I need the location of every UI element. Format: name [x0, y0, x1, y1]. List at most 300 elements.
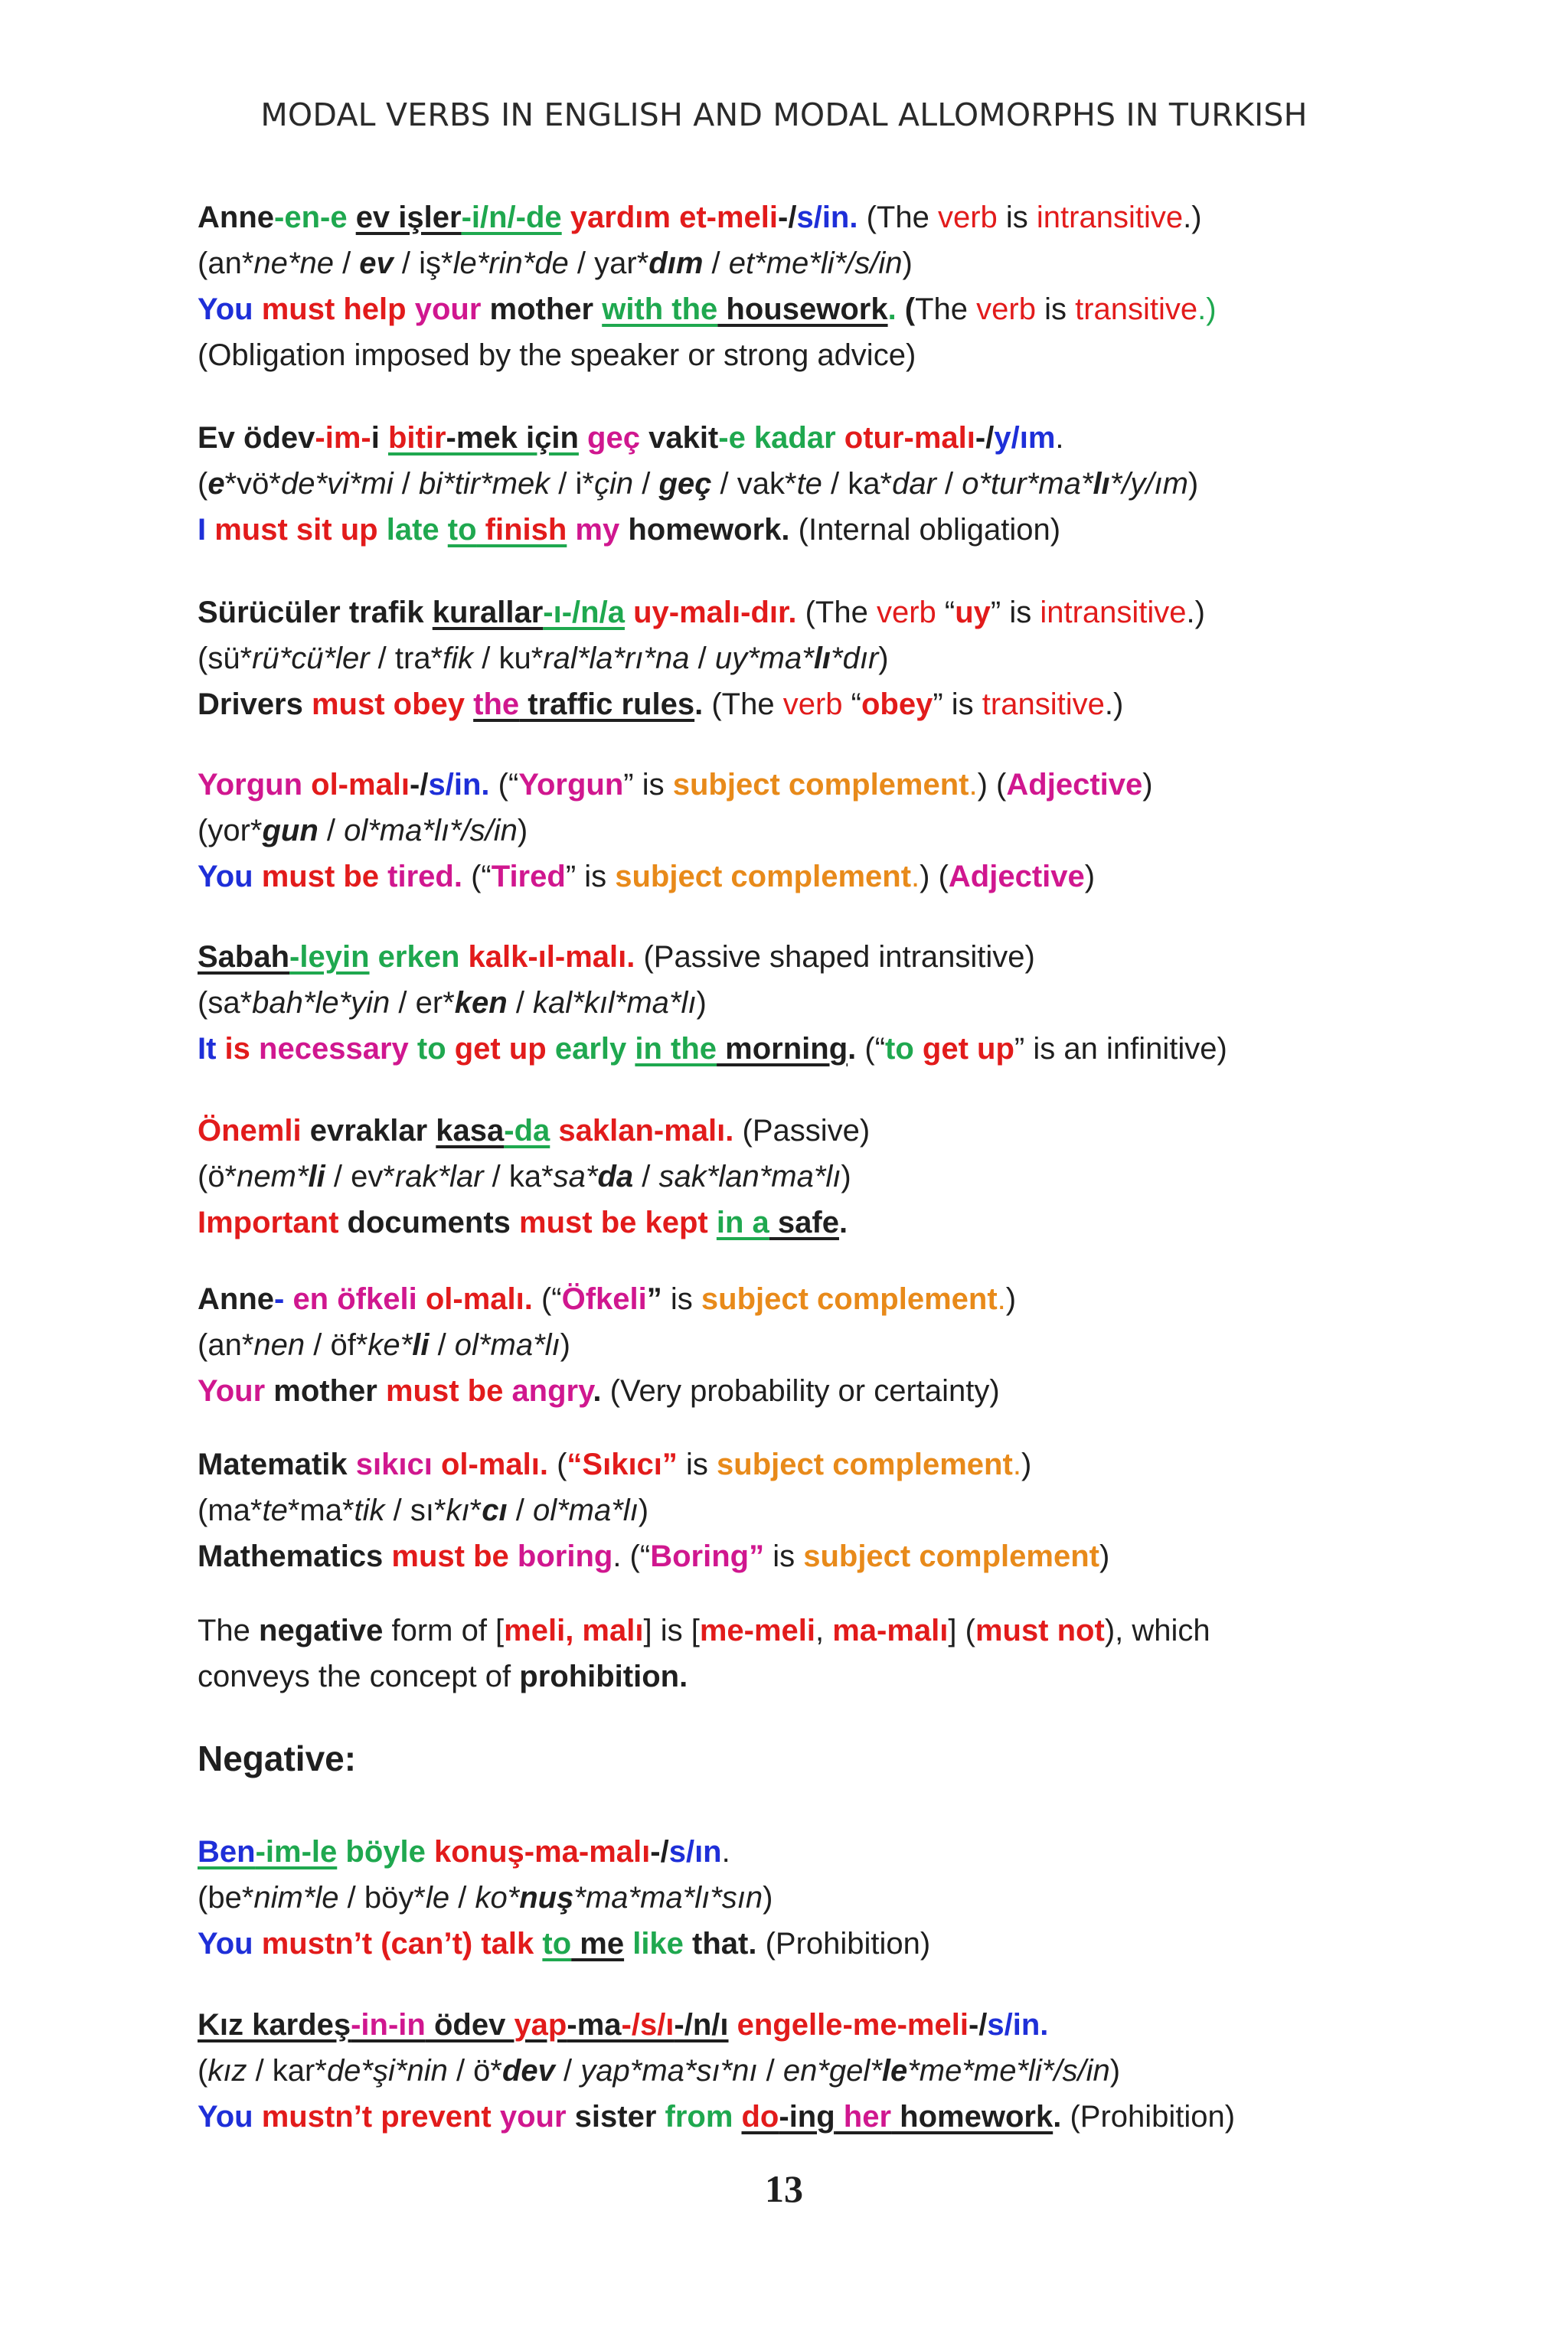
- text-segment: my: [567, 513, 629, 547]
- text-segment: early: [546, 1032, 635, 1066]
- text-segment: -en-e: [274, 201, 356, 234]
- text-line: [198, 808, 1530, 854]
- text-segment: y/ım: [994, 421, 1056, 455]
- text-segment: in the: [635, 1032, 717, 1066]
- text-segment: (Passive): [733, 1114, 871, 1148]
- text-segment: Anne: [198, 201, 274, 234]
- text-segment: ma-malı: [832, 1614, 949, 1647]
- text-segment: konuş-ma-malı: [433, 1835, 651, 1869]
- text-segment: geç: [658, 467, 712, 501]
- text-segment: ” is: [990, 596, 1040, 629]
- text-segment: ko*: [475, 1881, 520, 1915]
- text-segment: (: [904, 292, 916, 326]
- text-segment: / kar*: [247, 2054, 327, 2088]
- text-segment: / tra*: [369, 642, 443, 675]
- text-segment: do: [741, 2100, 779, 2134]
- text-segment: Ben: [198, 1835, 256, 1869]
- text-segment: /: [318, 814, 345, 847]
- text-line: [198, 1322, 1530, 1368]
- text-segment: /: [633, 1160, 659, 1193]
- text-segment: You: [198, 2100, 253, 2134]
- text-segment: -in-in: [351, 2008, 426, 2042]
- text-segment: .: [911, 860, 920, 893]
- text-segment: finish: [476, 513, 567, 547]
- text-segment: -ing: [779, 2100, 835, 2134]
- text-segment: uy-malı-dır.: [624, 596, 797, 629]
- text-segment: -im-: [315, 421, 371, 455]
- text-segment: mustn’t prevent: [253, 2100, 500, 2134]
- text-line: [198, 934, 1530, 980]
- text-segment: ) (: [920, 860, 949, 893]
- text-segment: You: [198, 292, 253, 326]
- text-segment: .: [887, 292, 905, 326]
- text-segment: .: [721, 1835, 730, 1869]
- text-segment: ” is an infinitive): [1014, 1032, 1227, 1066]
- text-segment: (Prohibition): [1061, 2100, 1236, 2134]
- text-segment: ): [902, 247, 913, 280]
- text-segment: is: [662, 1282, 701, 1316]
- text-segment: *ma*ma*lı*sın: [573, 1881, 763, 1915]
- text-segment: ”: [646, 1282, 662, 1316]
- text-segment: yap: [514, 2008, 567, 2042]
- text-segment: ol*ma*lı: [532, 1494, 639, 1527]
- text-segment: de*vi*mi: [280, 467, 394, 501]
- text-segment: meli, malı: [504, 1614, 644, 1647]
- text-segment: engelle-me-meli: [728, 2008, 969, 2042]
- text-segment: safe: [769, 1206, 839, 1239]
- text-segment: /: [689, 642, 715, 675]
- text-segment: erken: [369, 940, 469, 974]
- text-segment: .: [1053, 2100, 1062, 2134]
- text-segment: -/: [968, 2008, 988, 2042]
- text-segment: cı: [482, 1494, 508, 1527]
- text-segment: is: [1035, 292, 1076, 326]
- text-line: [198, 854, 1530, 900]
- text-segment: / ö*: [447, 2054, 502, 2088]
- text-segment: Önemli: [198, 1114, 302, 1148]
- text-segment: sa*: [553, 1160, 598, 1193]
- text-segment: (an*: [198, 247, 254, 280]
- text-segment: le: [881, 2054, 908, 2088]
- text-line: [198, 332, 1530, 378]
- text-segment: You: [198, 860, 253, 893]
- text-segment: mustn’t (can’t) talk: [253, 1927, 543, 1961]
- text-segment: (“: [532, 1282, 562, 1316]
- text-segment: her: [835, 2100, 892, 2134]
- text-segment: I: [198, 513, 207, 547]
- text-line: [198, 2048, 1530, 2094]
- text-segment: / ka*: [822, 467, 893, 501]
- text-segment: kurallar: [432, 596, 544, 629]
- example-entry: [198, 415, 1530, 553]
- text-segment: ): [638, 1494, 649, 1527]
- text-segment: ): [763, 1881, 773, 1915]
- text-segment: et*me*li*/s/in: [728, 247, 903, 280]
- text-segment: Matematik: [198, 1448, 356, 1481]
- text-segment: .): [1183, 201, 1202, 234]
- text-segment: /: [507, 986, 534, 1020]
- text-segment: .: [694, 687, 704, 721]
- text-line: [198, 286, 1530, 332]
- text-segment: angry: [511, 1374, 593, 1408]
- text-line: [198, 1829, 1530, 1875]
- text-segment: e: [207, 467, 225, 501]
- text-segment: ] (: [948, 1614, 975, 1647]
- text-segment: like: [624, 1927, 693, 1961]
- text-segment: the: [473, 687, 520, 721]
- page-header: MODAL VERBS IN ENGLISH AND MODAL ALLOMORPHS IN TURKISH: [260, 96, 1308, 133]
- text-segment: ): [1187, 467, 1199, 501]
- text-segment: -/: [650, 1835, 669, 1869]
- text-segment: tired.: [387, 860, 462, 893]
- text-segment: -ı-/n/a: [543, 596, 625, 629]
- example-entry: [198, 2002, 1530, 2140]
- text-segment: / ev*: [325, 1160, 395, 1193]
- text-segment: ): [1005, 1282, 1017, 1316]
- text-segment: i: [371, 421, 388, 455]
- text-segment: “: [842, 687, 861, 721]
- text-segment: (“: [856, 1032, 886, 1066]
- text-line: [198, 1608, 1530, 1654]
- text-segment: get up: [454, 1032, 547, 1066]
- text-segment: mother: [481, 292, 603, 326]
- text-line: [198, 1200, 1530, 1246]
- text-segment: .: [838, 1206, 848, 1239]
- text-segment: */y/ım: [1109, 467, 1188, 501]
- text-segment: o*tur*ma*: [962, 467, 1093, 501]
- text-segment: homework.: [628, 513, 790, 547]
- text-segment: must obey: [311, 687, 474, 721]
- text-segment: lı: [1093, 467, 1110, 501]
- text-segment: .): [1197, 292, 1217, 326]
- text-segment: . (“: [612, 1540, 651, 1573]
- text-segment: subject complement: [701, 1282, 998, 1316]
- negative-heading: Negative:: [198, 1739, 357, 1778]
- text-segment: /: [554, 2054, 581, 2088]
- text-segment: ken: [454, 986, 508, 1020]
- text-segment: uy*ma*: [714, 642, 814, 675]
- text-segment: (Very probability or certainty): [601, 1374, 1000, 1408]
- text-segment: evraklar: [301, 1114, 436, 1148]
- text-segment: ” is: [933, 687, 982, 721]
- text-segment: geç: [578, 421, 649, 455]
- text-segment: li: [412, 1328, 430, 1362]
- text-segment: -: [274, 1282, 293, 1316]
- text-segment: kalk-ıl-malı.: [468, 940, 635, 974]
- text-segment: is: [997, 201, 1037, 234]
- text-segment: traffic rules: [519, 687, 695, 721]
- text-segment: is: [764, 1540, 804, 1573]
- text-segment: from: [665, 2100, 742, 2134]
- text-segment: (Passive shaped intransitive): [635, 940, 1035, 974]
- text-segment: boring: [517, 1540, 613, 1573]
- text-segment: rü*cü*ler: [252, 642, 370, 675]
- text-segment: Drivers: [198, 687, 312, 721]
- text-segment: sister: [566, 2100, 665, 2134]
- text-line: [198, 1154, 1530, 1200]
- text-segment: with the: [602, 292, 718, 326]
- text-segment: / er*: [390, 986, 455, 1020]
- text-segment: rak*lar: [394, 1160, 484, 1193]
- text-segment: verb: [937, 201, 998, 234]
- text-segment: .: [848, 1032, 857, 1066]
- text-segment: nem*: [237, 1160, 309, 1193]
- text-segment: Öfkeli: [561, 1282, 647, 1316]
- text-segment: ne*ne: [253, 247, 334, 280]
- text-line: [198, 1368, 1530, 1414]
- text-segment: homework: [891, 2100, 1054, 2134]
- text-segment: nen: [253, 1328, 305, 1362]
- text-segment: -/: [778, 201, 797, 234]
- text-segment: Important: [198, 1206, 339, 1239]
- text-segment: *me*me*li*/s/in: [907, 2054, 1110, 2088]
- text-segment: de*şi*nin: [326, 2054, 448, 2088]
- text-segment: le: [425, 1881, 450, 1915]
- text-segment: me: [571, 1927, 625, 1961]
- text-segment: subject complement: [803, 1540, 1099, 1573]
- text-segment: .): [1104, 687, 1124, 721]
- text-line: [198, 1487, 1530, 1533]
- text-segment: (“: [489, 768, 519, 802]
- text-segment: lı: [813, 642, 831, 675]
- text-segment: -/: [410, 768, 429, 802]
- text-segment: Mathematics: [198, 1540, 392, 1573]
- text-segment: is: [216, 1032, 260, 1066]
- text-segment: / ku*: [473, 642, 544, 675]
- text-segment: yardım: [561, 201, 680, 234]
- text-segment: prohibition.: [519, 1660, 688, 1693]
- text-segment: Anne: [198, 1282, 274, 1316]
- text-segment: that.: [692, 1927, 757, 1961]
- text-segment: -/: [975, 421, 995, 455]
- text-segment: form of [: [383, 1614, 505, 1647]
- text-segment: ol*ma*lı*/s/in: [344, 814, 518, 847]
- text-segment: (sa*: [198, 986, 253, 1020]
- text-segment: late: [386, 513, 439, 547]
- text-segment: morning: [717, 1032, 848, 1066]
- text-segment: -ma: [567, 2008, 622, 2042]
- text-line: [198, 194, 1530, 240]
- text-segment: Yorgun: [518, 768, 624, 802]
- text-segment: .: [593, 1374, 602, 1408]
- text-segment: /: [633, 467, 659, 501]
- text-line: [198, 980, 1530, 1026]
- text-segment: Your: [198, 1374, 266, 1408]
- text-segment: (be*: [198, 1881, 254, 1915]
- text-segment: gun: [262, 814, 318, 847]
- text-segment: to: [542, 1927, 572, 1961]
- text-segment: to: [447, 513, 477, 547]
- text-segment: must not: [975, 1614, 1105, 1647]
- text-segment: ” is: [565, 860, 616, 893]
- text-segment: (Internal obligation): [789, 513, 1061, 547]
- text-segment: -i/n/-de: [461, 201, 562, 234]
- text-segment: ” is: [623, 768, 673, 802]
- text-segment: en öfkeli: [292, 1282, 426, 1316]
- text-segment: tik: [354, 1494, 385, 1527]
- text-segment: .: [997, 1282, 1006, 1316]
- text-segment: must help: [253, 292, 415, 326]
- text-line: [198, 1276, 1530, 1322]
- text-segment: /: [429, 1328, 455, 1362]
- explanation-paragraph: [198, 1608, 1530, 1700]
- text-segment: Yorgun: [198, 768, 303, 802]
- example-entry: [198, 1442, 1530, 1579]
- text-segment: ev: [359, 247, 394, 280]
- text-segment: / vak*: [711, 467, 797, 501]
- text-segment: (Prohibition): [756, 1927, 931, 1961]
- text-segment: ol-malı.: [425, 1282, 533, 1316]
- text-segment: your: [499, 2100, 567, 2134]
- text-segment: me-meli: [699, 1614, 815, 1647]
- text-segment: ): [560, 1328, 570, 1362]
- text-segment: -e kadar: [718, 421, 844, 455]
- text-segment: kal*kıl*ma*lı: [533, 986, 697, 1020]
- text-line: [198, 1921, 1530, 1967]
- text-segment: *ma*: [287, 1494, 354, 1527]
- text-line: [198, 461, 1530, 507]
- text-segment: (: [198, 2054, 208, 2088]
- text-segment: Boring”: [650, 1540, 765, 1573]
- text-segment: s/ın: [668, 1835, 722, 1869]
- text-segment: bitir: [387, 421, 446, 455]
- text-segment: -leyin: [289, 940, 370, 974]
- text-segment: (The: [858, 201, 938, 234]
- text-segment: sak*lan*ma*lı: [658, 1160, 841, 1193]
- example-entry: [198, 589, 1530, 727]
- example-entry: [198, 194, 1530, 378]
- text-segment: ,: [815, 1614, 833, 1647]
- text-segment: nim*le: [253, 1881, 339, 1915]
- text-segment: da: [597, 1160, 634, 1193]
- text-segment: sıkıcı: [355, 1448, 433, 1481]
- text-segment: le*rin*de: [452, 247, 569, 280]
- text-segment: “Sıkıcı”: [567, 1448, 678, 1481]
- text-segment: .): [1186, 596, 1205, 629]
- text-segment: Tired: [491, 860, 566, 893]
- text-segment: ): [841, 1160, 851, 1193]
- text-segment: ): [1084, 860, 1096, 893]
- text-segment: (ma*: [198, 1494, 263, 1527]
- text-line: [198, 635, 1530, 681]
- text-segment: .: [969, 768, 978, 802]
- text-segment: ol*ma*lı: [454, 1328, 560, 1362]
- text-segment: -da: [504, 1114, 550, 1148]
- text-segment: en*gel*: [782, 2054, 882, 2088]
- text-segment: (: [547, 1448, 567, 1481]
- page-number: 13: [765, 2167, 803, 2210]
- text-segment: transitive: [982, 687, 1105, 721]
- text-line: [198, 681, 1530, 727]
- text-segment: bi*tir*mek: [419, 467, 550, 501]
- text-segment: intransitive: [1036, 201, 1184, 234]
- text-segment: otur-malı: [844, 421, 975, 455]
- text-segment: must be: [253, 860, 388, 893]
- text-segment: -mek için: [446, 421, 579, 455]
- text-segment: ), which: [1104, 1614, 1210, 1647]
- text-segment: ): [1109, 2054, 1121, 2088]
- text-segment: *: [469, 1494, 482, 1527]
- text-segment: ] is [: [643, 1614, 700, 1647]
- text-segment: subject complement: [717, 1448, 1013, 1481]
- text-segment: ) (: [977, 768, 1007, 802]
- text-segment: fik: [443, 642, 474, 675]
- text-segment: / i*: [550, 467, 594, 501]
- text-segment: intransitive: [1040, 596, 1187, 629]
- text-segment: conveys the concept of: [198, 1660, 520, 1693]
- text-segment: /: [936, 467, 962, 501]
- text-segment: kız: [207, 2054, 247, 2088]
- text-segment: ): [696, 986, 707, 1020]
- text-segment: get up: [913, 1032, 1014, 1066]
- text-segment: [439, 513, 448, 547]
- text-line: [198, 1026, 1530, 1072]
- text-segment: /: [393, 467, 420, 501]
- text-segment: *dır: [831, 642, 879, 675]
- text-line: [198, 240, 1530, 286]
- text-segment: (: [198, 467, 208, 501]
- text-segment: “: [936, 596, 956, 629]
- text-segment: -im-le: [255, 1835, 338, 1869]
- text-segment: dev: [501, 2054, 555, 2088]
- text-segment: /in.: [813, 201, 858, 234]
- text-segment: böyle: [337, 1835, 434, 1869]
- text-segment: housework: [717, 292, 888, 326]
- example-entry: [198, 1829, 1530, 1967]
- text-segment: Kız kardeş: [198, 2008, 351, 2042]
- text-segment: ): [878, 642, 889, 675]
- text-segment: Sürücüler trafik: [198, 596, 433, 629]
- text-segment: kasa: [436, 1114, 505, 1148]
- text-segment: /: [703, 247, 729, 280]
- example-entry: [198, 762, 1530, 900]
- example-entry: [198, 934, 1530, 1072]
- text-segment: ev işler: [355, 201, 462, 234]
- text-segment: It: [198, 1032, 217, 1066]
- text-segment: (yor*: [198, 814, 263, 847]
- text-line: [198, 1654, 1530, 1700]
- text-segment: / böy*: [338, 1881, 426, 1915]
- text-segment: ): [517, 814, 528, 847]
- text-segment: must sit up: [206, 513, 387, 547]
- text-segment: (“: [462, 860, 492, 893]
- text-line: [198, 1875, 1530, 1921]
- text-segment: /: [507, 1494, 533, 1527]
- text-segment: obey: [861, 687, 933, 721]
- text-line: [198, 2002, 1530, 2048]
- text-line: [198, 1533, 1530, 1579]
- text-segment: / öf*: [305, 1328, 368, 1362]
- text-segment: The: [915, 292, 977, 326]
- text-segment: verb: [876, 596, 936, 629]
- text-segment: li: [308, 1160, 325, 1193]
- text-segment: / sı*: [384, 1494, 446, 1527]
- text-segment: (ö*: [198, 1160, 237, 1193]
- text-segment: s/in.: [428, 768, 490, 802]
- text-line: [198, 589, 1530, 635]
- text-segment: your: [414, 292, 482, 326]
- text-segment: / iş*: [393, 247, 453, 280]
- text-segment: vakit: [648, 421, 719, 455]
- text-segment: ke*: [368, 1328, 413, 1362]
- text-segment: The: [198, 1614, 260, 1647]
- text-segment: / yar*: [568, 247, 649, 280]
- text-segment: dar: [892, 467, 936, 501]
- text-segment: te: [262, 1494, 288, 1527]
- text-segment: subject complement: [672, 768, 969, 802]
- text-segment: ): [1099, 1540, 1110, 1573]
- text-segment: Adjective: [948, 860, 1085, 893]
